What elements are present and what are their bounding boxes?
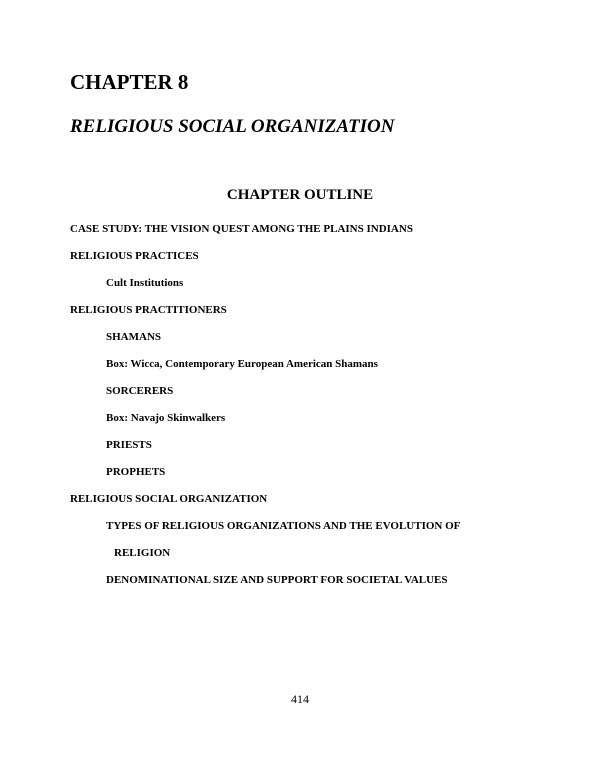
- outline-item-religious-practices: RELIGIOUS PRACTICES: [70, 250, 199, 262]
- outline-subitem-box-navajo-skinwalkers: Box: Navajo Skinwalkers: [106, 412, 226, 424]
- outline-subitem-cult-institutions: Cult Institutions: [106, 277, 184, 289]
- outline-subitem-priests: PRIESTS: [106, 439, 152, 451]
- outline-item-religious-social-organization: RELIGIOUS SOCIAL ORGANIZATION: [70, 493, 268, 505]
- outline-item-religious-practitioners: RELIGIOUS PRACTITIONERS: [70, 304, 227, 316]
- outline-subitem-box-wicca: Box: Wicca, Contemporary European American Shamans: [106, 358, 378, 370]
- page-number: 414: [291, 692, 309, 706]
- outline-subitem-sorcerers: SORCERERS: [106, 385, 174, 397]
- outline-subitem-denominational-size: DENOMINATIONAL SIZE AND SUPPORT FOR SOCIETAL VALUES: [106, 574, 448, 586]
- outline-subitem-types-of-organizations: TYPES OF RELIGIOUS ORGANIZATIONS AND THE EVOLUTION OF: [106, 520, 461, 532]
- outline-subitem-prophets: PROPHETS: [106, 466, 166, 478]
- outline-subitem-shamans: SHAMANS: [106, 331, 162, 343]
- outline-heading: CHAPTER OUTLINE: [226, 187, 374, 203]
- chapter-number: CHAPTER 8: [70, 70, 189, 94]
- outline-item-case-study: CASE STUDY: THE VISION QUEST AMONG THE PLAINS INDIANS: [70, 223, 413, 235]
- chapter-title: RELIGIOUS SOCIAL ORGANIZATION: [70, 116, 395, 137]
- outline-subitem-types-of-organizations-continued: RELIGION: [114, 547, 171, 559]
